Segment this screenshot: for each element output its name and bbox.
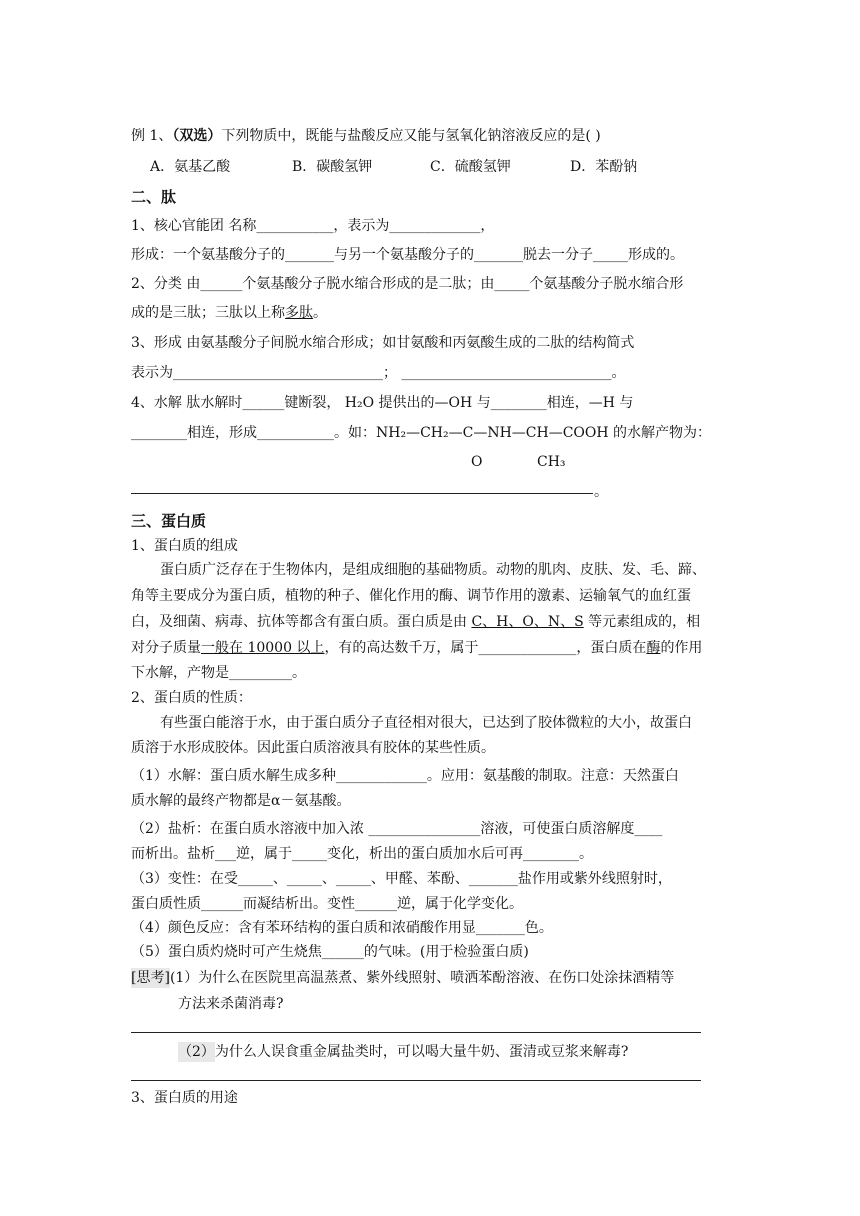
formula-oxygen: O (471, 454, 483, 470)
peptide-line-8: ________相连，形成___________。如：NH₂—CH₂—C—NH—CH—COOH 的水解产物为： (131, 425, 712, 441)
property-burning: （5）蛋白质灼烧时可产生烧焦______的气味。(用于检验蛋白质) (131, 944, 529, 960)
formula-methyl: CH₃ (537, 454, 566, 470)
option-d: D．苯酚钠 (570, 159, 638, 175)
think-question-2: （2）为什么人误食重金属盐类时，可以喝大量牛奶、蛋清或豆浆来解毒? (178, 1044, 629, 1060)
composition-para-2: 角等主要成分为蛋白质，植物的种子、催化作用的酶、调节作用的激素、运输氧气的血红蛋 (131, 588, 691, 604)
option-a: A．氨基乙酸 (150, 159, 231, 175)
answer-line (131, 1080, 701, 1081)
property-salting-2: 而析出。盐析___逆，属于_____变化，析出的蛋白质加水后可再________。 (131, 846, 593, 862)
peptide-line-3: 2、分类 由______个氨基酸分子脱水缩合形成的是二肽；由_____个氨基酸分子脱水缩合形 (131, 276, 684, 292)
option-b: B．碳酸氢钾 (292, 159, 373, 175)
peptide-line-1: 1、核心官能团 名称___________，表示为_____________， (131, 218, 495, 234)
property-color: （4）颜色反应：含有苯环结构的蛋白质和浓硝酸作用显_______色。 (131, 920, 553, 936)
peptide-line-2: 形成：一个氨基酸分子的_______与另一个氨基酸分子的_______脱去一分子_____形成的。 (131, 247, 684, 263)
elements-term: C、H、O、N、S (471, 614, 584, 630)
property-hydrolysis-2: 质水解的最终产物都是α－氨基酸。 (131, 793, 351, 809)
double-choice-tag: （双选） (172, 128, 222, 144)
property-denature-2: 蛋白质性质______而凝结析出。变性______逆，属于化学变化。 (131, 896, 523, 912)
section-title-peptide: 二、肽 (131, 188, 177, 206)
option-c: C．硫酸氢钾 (430, 159, 511, 175)
mass-term: 一般在 10000 以上 (201, 640, 325, 656)
property-hydrolysis-1: （1）水解：蛋白质水解生成多种_____________。应用：氨基酸的制取。注意：天然蛋白 (131, 768, 679, 784)
properties-para-1: 有些蛋白能溶于水，由于蛋白质分子直径相对很大，已达到了胶体微粒的大小，故蛋白 (160, 715, 692, 731)
question-stem: 下列物质中，既能与盐酸反应又能与氢氧化钠溶液反应的是( ) (221, 128, 601, 144)
section-title-protein: 三、蛋白质 (131, 512, 207, 530)
enzyme-term: 酶 (646, 640, 661, 656)
composition-para-4: 对分子质量一般在 10000 以上，有的高达数千万，属于______________，蛋白质在酶的作用 (131, 640, 703, 656)
peptide-line-5: 3、形成 由氨基酸分子间脱水缩合形成；如甘氨酸和丙氨酸生成的二肽的结构简式 (131, 335, 635, 351)
think-label: [思考] (131, 970, 170, 986)
polypeptide-term: 多肽 (285, 305, 313, 321)
composition-para-3: 白，及细菌、病毒、抗体等都含有蛋白质。蛋白质是由 C、H、O、N、S 等元素组成的，相 (131, 614, 701, 630)
peptide-line-4: 成的是三肽；三肽以上称多肽。 (131, 305, 327, 321)
subheading-properties: 2、蛋白质的性质： (131, 690, 252, 706)
answer-line (131, 1032, 701, 1033)
example-label: 例 1、 (131, 128, 173, 144)
properties-para-2: 质溶于水形成胶体。因此蛋白质溶液具有胶体的某些性质。 (131, 740, 495, 756)
composition-para-5: 下水解，产物是_________。 (131, 665, 306, 681)
composition-para-1: 蛋白质广泛存在于生物体内，是组成细胞的基础物质。动物的肌肉、皮肤、发、毛、蹄、 (160, 562, 706, 578)
property-denature-1: （3）变性：在受_____、_____、_____、甲醛、苯酚、_______盐作用或紫外线照射时， (131, 871, 672, 887)
peptide-line-6: 表示为______________________________； ______________________________。 (131, 365, 626, 381)
answer-line (131, 493, 593, 494)
peptide-line-7: 4、水解 肽水解时______键断裂， H₂O 提供出的—OH 与________相连，—H 与 (131, 395, 634, 411)
peptide-line-end: 。 (594, 484, 608, 500)
question-2-number: （2） (178, 1044, 215, 1060)
think-question-1: [思考](1）为什么在医院里高温蒸煮、紫外线照射、喷洒苯酚溶液、在伤口处涂抹酒精等 (131, 970, 675, 986)
property-salting-1: （2）盐析：在蛋白质水溶液中加入浓 ________________溶液，可使蛋白质溶解度____ (131, 821, 663, 837)
example-1-question (131, 126, 601, 146)
think-question-1-cont: 方法来杀菌消毒? (178, 996, 284, 1012)
subheading-uses: 3、蛋白质的用途 (131, 1090, 238, 1106)
subheading-composition: 1、蛋白质的组成 (131, 538, 238, 554)
